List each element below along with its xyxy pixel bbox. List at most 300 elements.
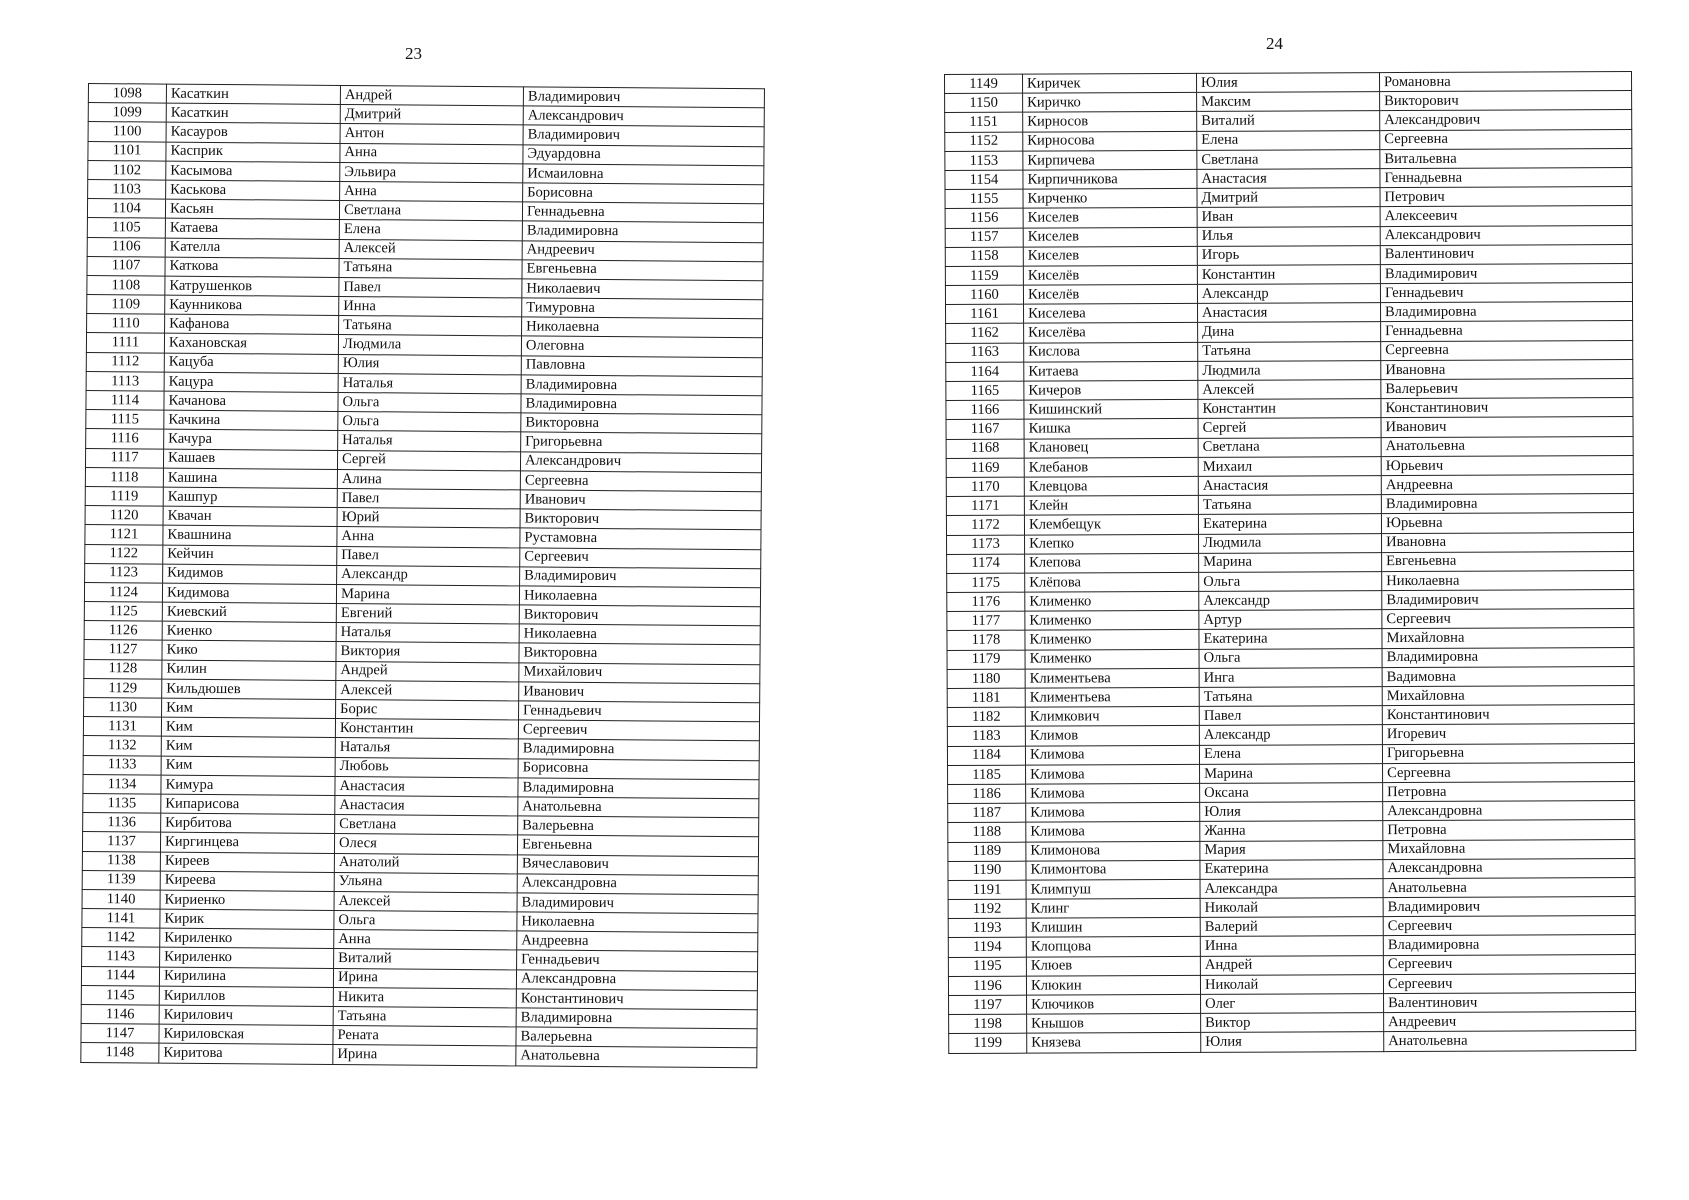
last-name-cell: Кирносова	[1023, 131, 1197, 151]
patronymic-cell: Юрьевна	[1381, 513, 1633, 533]
last-name-cell: Кирбитова	[161, 813, 335, 834]
first-name-cell: Виктор	[1201, 1013, 1384, 1033]
patronymic-cell: Владимировна	[1381, 302, 1633, 322]
row-number-cell: 1137	[82, 832, 160, 852]
patronymic-cell: Петрович	[1380, 187, 1632, 207]
last-name-cell: Киселёв	[1023, 284, 1197, 304]
last-name-cell: Климонова	[1026, 841, 1200, 861]
patronymic-cell: Николаевич	[522, 279, 763, 300]
row-number-cell: 1136	[83, 813, 161, 833]
row-number-cell: 1169	[946, 458, 1024, 478]
first-name-cell: Екатерина	[1200, 859, 1383, 879]
patronymic-cell: Сергеевич	[1383, 916, 1635, 936]
first-name-cell: Анастасия	[1197, 169, 1380, 189]
last-name-cell: Князева	[1027, 1033, 1201, 1053]
first-name-cell: Игорь	[1197, 245, 1380, 265]
first-name-cell: Борис	[336, 699, 519, 720]
row-number-cell: 1098	[88, 84, 166, 104]
first-name-cell: Анатолий	[334, 853, 517, 874]
first-name-cell: Ольга	[334, 911, 517, 932]
last-name-cell: Ким	[162, 698, 336, 719]
first-name-cell: Анастасия	[335, 776, 518, 797]
last-name-cell: Кириленко	[160, 948, 334, 969]
last-name-cell: Каунникова	[165, 295, 339, 316]
last-name-cell: Клёпова	[1025, 572, 1199, 592]
row-number-cell: 1192	[948, 899, 1026, 919]
row-number-cell: 1134	[83, 774, 161, 794]
row-number-cell: 1131	[83, 717, 161, 737]
patronymic-cell: Владимировна	[1381, 494, 1633, 514]
last-name-cell: Клановец	[1024, 438, 1198, 458]
patronymic-cell: Николаевна	[519, 586, 760, 607]
last-name-cell: Киенко	[162, 621, 336, 642]
patronymic-cell: Сергеевна	[1380, 129, 1632, 149]
last-name-cell: Киреев	[160, 852, 334, 873]
first-name-cell: Алексей	[336, 680, 519, 701]
last-name-cell: Кашпур	[163, 487, 337, 508]
first-name-cell: Павел	[1199, 706, 1382, 726]
row-number-cell: 1141	[82, 909, 160, 929]
last-name-cell: Кирносов	[1023, 112, 1197, 132]
last-name-cell: Киселев	[1023, 246, 1197, 266]
last-name-cell: Кико	[162, 641, 336, 662]
row-number-cell: 1167	[946, 420, 1024, 440]
patronymic-cell: Григорьевна	[521, 432, 762, 453]
first-name-cell: Виктория	[336, 642, 519, 663]
patronymic-cell: Евгеньевна	[522, 260, 763, 281]
row-number-cell: 1100	[88, 122, 166, 142]
row-number-cell: 1175	[947, 573, 1025, 593]
last-name-cell: Китаева	[1024, 361, 1198, 381]
row-number-cell: 1179	[947, 650, 1025, 670]
first-name-cell: Анастасия	[1198, 476, 1381, 496]
patronymic-cell: Борисовна	[523, 183, 764, 204]
patronymic-cell: Павловна	[521, 356, 762, 377]
row-number-cell: 1114	[86, 390, 164, 410]
patronymic-cell: Борисовна	[518, 758, 759, 779]
patronymic-cell: Константинович	[1382, 705, 1634, 725]
patronymic-cell: Иванович	[520, 490, 761, 511]
last-name-cell: Кацуба	[164, 353, 338, 374]
last-name-cell: Кирилович	[159, 1005, 333, 1026]
last-name-cell: Клюев	[1026, 956, 1200, 976]
patronymic-cell: Анатольевна	[518, 797, 759, 818]
first-name-cell: Сергей	[1198, 418, 1381, 438]
last-name-cell: Кирпичникова	[1023, 169, 1197, 189]
first-name-cell: Наталья	[335, 738, 518, 759]
first-name-cell: Алексей	[334, 891, 517, 912]
patronymic-cell: Сергеевна	[520, 471, 761, 492]
last-name-cell: Kателла	[165, 238, 339, 259]
first-name-cell: Эльвира	[340, 162, 523, 183]
patronymic-cell: Валерьевич	[1381, 378, 1633, 398]
row-number-cell: 1170	[946, 477, 1024, 497]
last-name-cell: Ким	[161, 756, 335, 777]
first-name-cell: Олег	[1201, 994, 1384, 1014]
patronymic-cell: Ивановна	[1381, 359, 1633, 379]
last-name-cell: Касьян	[165, 199, 339, 220]
last-name-cell: Кахановская	[164, 334, 338, 355]
first-name-cell: Жанна	[1200, 821, 1383, 841]
last-name-cell: Киевский	[162, 602, 336, 623]
row-number-cell: 1176	[947, 592, 1025, 612]
patronymic-cell: Александрович	[1380, 225, 1632, 245]
patronymic-cell: Геннадьевич	[517, 950, 758, 971]
last-name-cell: Климонтова	[1026, 860, 1200, 880]
row-number-cell: 1120	[85, 506, 163, 526]
row-number-cell: 1112	[86, 352, 164, 372]
first-name-cell: Валерий	[1200, 917, 1383, 937]
first-name-cell: Юлия	[1201, 1032, 1384, 1052]
patronymic-cell: Алексеевич	[1380, 206, 1632, 226]
patronymic-cell: Петровна	[1383, 820, 1635, 840]
first-name-cell: Светлана	[339, 201, 522, 222]
patronymic-cell: Валентинович	[1384, 992, 1636, 1012]
row-number-cell: 1133	[83, 755, 161, 775]
row-number-cell: 1105	[87, 218, 165, 238]
patronymic-cell: Константинович	[516, 989, 757, 1010]
first-name-cell: Юлия	[1200, 802, 1383, 822]
last-name-cell: Киселёв	[1023, 265, 1197, 285]
first-name-cell: Анастасия	[1198, 303, 1381, 323]
first-name-cell: Александр	[1199, 725, 1382, 745]
row-number-cell: 1143	[82, 947, 160, 967]
last-name-cell: Клебанов	[1024, 457, 1198, 477]
patronymic-cell: Александровна	[1383, 801, 1635, 821]
last-name-cell: Клименко	[1025, 630, 1199, 650]
first-name-cell: Евгений	[336, 604, 519, 625]
first-name-cell: Татьяна	[1198, 495, 1381, 515]
row-number-cell: 1198	[949, 1014, 1027, 1034]
last-name-cell: Касаткин	[166, 84, 340, 105]
last-name-cell: Кильдюшев	[162, 679, 336, 700]
patronymic-cell: Сергеевич	[1383, 973, 1635, 993]
patronymic-cell: Сергеевич	[520, 547, 761, 568]
patronymic-cell: Михайлович	[519, 663, 760, 684]
row-number-cell: 1129	[84, 678, 162, 698]
first-name-cell: Инна	[339, 297, 522, 318]
patronymic-cell: Владимирович	[517, 893, 758, 914]
first-name-cell: Артур	[1199, 610, 1382, 630]
first-name-cell: Юрий	[337, 508, 520, 529]
last-name-cell: Квачан	[163, 506, 337, 527]
row-number-cell: 1191	[948, 880, 1026, 900]
last-name-cell: Касприк	[166, 142, 340, 163]
last-name-cell: Кашаев	[163, 449, 337, 470]
first-name-cell: Александр	[1199, 591, 1382, 611]
last-name-cell: Климкович	[1025, 707, 1199, 727]
right-page-number: 24	[1266, 34, 1283, 53]
row-number-cell: 1123	[85, 563, 163, 583]
patronymic-cell: Михайловна	[1382, 628, 1634, 648]
row-number-cell: 1158	[945, 247, 1023, 267]
right-page-rows	[945, 72, 1636, 1054]
last-name-cell: Килин	[162, 660, 336, 681]
last-name-cell: Климентьева	[1025, 668, 1199, 688]
first-name-cell: Иван	[1197, 207, 1380, 227]
last-name-cell: Кичеров	[1024, 380, 1198, 400]
last-name-cell: Касауров	[166, 122, 340, 143]
last-name-cell: Кипарисова	[161, 794, 335, 815]
patronymic-cell: Геннадьевна	[522, 202, 763, 223]
left-page-table	[80, 83, 765, 1068]
row-number-cell: 1104	[87, 199, 165, 219]
first-name-cell: Елена	[339, 220, 522, 241]
row-number-cell: 1118	[85, 467, 163, 487]
patronymic-cell: Александрович	[1380, 110, 1632, 130]
first-name-cell: Юлия	[1196, 73, 1379, 93]
patronymic-cell: Викторович	[519, 605, 760, 626]
row-number-cell: 1165	[946, 381, 1024, 401]
patronymic-cell: Геннадьевич	[519, 701, 760, 722]
first-name-cell: Оксана	[1200, 783, 1383, 803]
patronymic-cell: Владимировна	[1383, 935, 1635, 955]
row-number-cell: 1194	[948, 938, 1026, 958]
row-number-cell: 1124	[84, 582, 162, 602]
first-name-cell: Алексей	[339, 239, 522, 260]
first-name-cell: Константин	[335, 719, 518, 740]
row-number-cell: 1147	[81, 1024, 159, 1044]
row-number-cell: 1125	[84, 602, 162, 622]
row-number-cell: 1161	[946, 304, 1024, 324]
last-name-cell: Кидимова	[162, 583, 336, 604]
first-name-cell: Татьяна	[333, 1006, 516, 1027]
first-name-cell: Анастасия	[335, 795, 518, 816]
patronymic-cell: Ивановна	[1382, 532, 1634, 552]
row-number-cell: 1188	[948, 822, 1026, 842]
first-name-cell: Людмила	[1198, 360, 1381, 380]
row-number-cell: 1155	[945, 189, 1023, 209]
first-name-cell: Антон	[340, 124, 523, 145]
row-number-cell: 1107	[87, 256, 165, 276]
last-name-cell: Качура	[164, 429, 338, 450]
first-name-cell: Татьяна	[1198, 341, 1381, 361]
last-name-cell: Клюкин	[1026, 975, 1200, 995]
last-name-cell: Клименко	[1025, 649, 1199, 669]
first-name-cell: Инна	[1200, 936, 1383, 956]
last-name-cell: Киселев	[1023, 208, 1197, 228]
last-name-cell: Киреева	[160, 871, 334, 892]
row-number-cell: 1099	[88, 103, 166, 123]
last-name-cell: Клопцова	[1026, 937, 1200, 957]
last-name-cell: Клименко	[1025, 591, 1199, 611]
first-name-cell: Татьяна	[339, 258, 522, 279]
first-name-cell: Дмитрий	[340, 105, 523, 126]
row-number-cell: 1149	[945, 74, 1023, 94]
patronymic-cell: Владимирович	[520, 567, 761, 588]
row-number-cell: 1180	[947, 669, 1025, 689]
first-name-cell: Ульяна	[334, 872, 517, 893]
row-number-cell: 1106	[87, 237, 165, 257]
patronymic-cell: Николаевна	[519, 624, 760, 645]
last-name-cell: Кириловская	[159, 1024, 333, 1045]
last-name-cell: Киритова	[159, 1043, 333, 1064]
patronymic-cell: Валерьевна	[518, 816, 759, 837]
first-name-cell: Татьяна	[339, 316, 522, 337]
first-name-cell: Татьяна	[1199, 687, 1382, 707]
first-name-cell: Павел	[339, 277, 522, 298]
last-name-cell: Кидимов	[163, 564, 337, 585]
patronymic-cell: Владимировна	[516, 1008, 757, 1029]
patronymic-cell: Михайловна	[1382, 685, 1634, 705]
last-name-cell: Каськова	[166, 180, 340, 201]
last-name-cell: Климова	[1026, 822, 1200, 842]
row-number-cell: 1189	[948, 842, 1026, 862]
first-name-cell: Анна	[340, 181, 523, 202]
patronymic-cell: Андреевич	[1384, 1012, 1636, 1032]
last-name-cell: Клинг	[1026, 898, 1200, 918]
patronymic-cell: Александровна	[1383, 858, 1635, 878]
last-name-cell: Кишка	[1024, 419, 1198, 439]
row-number-cell: 1128	[84, 659, 162, 679]
row-number-cell: 1190	[948, 861, 1026, 881]
patronymic-cell: Геннадьевна	[1381, 321, 1633, 341]
first-name-cell: Ольга	[1199, 648, 1382, 668]
patronymic-cell: Владимирович	[1383, 897, 1635, 917]
patronymic-cell: Рустамовна	[520, 528, 761, 549]
patronymic-cell: Александровна	[517, 874, 758, 895]
patronymic-cell: Владимировна	[1382, 647, 1634, 667]
row-number-cell: 1162	[946, 324, 1024, 344]
first-name-cell: Екатерина	[1198, 514, 1381, 534]
last-name-cell: Кислова	[1024, 342, 1198, 362]
last-name-cell: Каткова	[165, 257, 339, 278]
patronymic-cell: Владимирович	[1380, 263, 1632, 283]
patronymic-cell: Геннадьевна	[1380, 167, 1632, 187]
row-number-cell: 1130	[84, 697, 162, 717]
last-name-cell: Кишинский	[1024, 400, 1198, 420]
patronymic-cell: Владимирович	[1382, 590, 1634, 610]
first-name-cell: Дина	[1198, 322, 1381, 342]
patronymic-cell: Владимировна	[518, 778, 759, 799]
last-name-cell: Качанова	[164, 391, 338, 412]
row-number-cell: 1199	[949, 1034, 1027, 1054]
last-name-cell: Кимура	[161, 775, 335, 796]
first-name-cell: Екатерина	[1199, 629, 1382, 649]
patronymic-cell: Андреевич	[522, 240, 763, 261]
first-name-cell: Ирина	[333, 968, 516, 989]
patronymic-cell: Сергеевич	[1383, 954, 1635, 974]
last-name-cell: Климова	[1026, 764, 1200, 784]
first-name-cell: Константин	[1197, 264, 1380, 284]
row-number-cell: 1121	[85, 525, 163, 545]
first-name-cell: Виталий	[334, 949, 517, 970]
patronymic-cell: Александрович	[523, 106, 764, 127]
patronymic-cell: Викторовна	[521, 413, 762, 434]
patronymic-cell: Андреевна	[517, 931, 758, 952]
patronymic-cell: Валерьевна	[516, 1027, 757, 1048]
patronymic-cell: Анатольевна	[1381, 436, 1633, 456]
first-name-cell: Александра	[1200, 878, 1383, 898]
first-name-cell: Алексей	[1198, 380, 1381, 400]
patronymic-cell: Анатольевна	[1383, 877, 1635, 897]
last-name-cell: Кириенко	[160, 890, 334, 911]
patronymic-cell: Николаевна	[522, 317, 763, 338]
row-number-cell: 1164	[946, 362, 1024, 382]
last-name-cell: Кириленко	[160, 928, 334, 949]
patronymic-cell: Николаевна	[1382, 570, 1634, 590]
patronymic-cell: Николаевна	[517, 912, 758, 933]
last-name-cell: Клепко	[1025, 534, 1199, 554]
left-page-number: 23	[405, 44, 422, 63]
row-number-cell: 1182	[947, 707, 1025, 727]
last-name-cell: Кацура	[164, 372, 338, 393]
row-number-cell: 1160	[945, 285, 1023, 305]
row-number-cell: 1101	[88, 141, 166, 161]
last-name-cell: Климов	[1025, 726, 1199, 746]
last-name-cell: Климова	[1026, 803, 1200, 823]
patronymic-cell: Петровна	[1383, 781, 1635, 801]
row-number-cell: 1146	[81, 1004, 159, 1024]
first-name-cell: Дмитрий	[1197, 188, 1380, 208]
first-name-cell: Максим	[1197, 92, 1380, 112]
last-name-cell: Клейн	[1024, 496, 1198, 516]
last-name-cell: Клишин	[1026, 918, 1200, 938]
row-number-cell: 1172	[946, 515, 1024, 535]
right-page-table	[944, 71, 1636, 1054]
first-name-cell: Ольга	[1199, 571, 1382, 591]
first-name-cell: Ольга	[338, 392, 521, 413]
first-name-cell: Инга	[1199, 667, 1382, 687]
table-row	[949, 1031, 1636, 1053]
patronymic-cell: Александровна	[516, 970, 757, 991]
row-number-cell: 1119	[85, 486, 163, 506]
row-number-cell: 1157	[945, 228, 1023, 248]
last-name-cell: Киричко	[1023, 93, 1197, 113]
last-name-cell: Ключиков	[1027, 994, 1201, 1014]
last-name-cell: Кирик	[160, 909, 334, 930]
last-name-cell: Квашнина	[163, 525, 337, 546]
row-number-cell: 1152	[945, 132, 1023, 152]
first-name-cell: Константин	[1198, 399, 1381, 419]
last-name-cell: Клембещук	[1024, 515, 1198, 535]
last-name-cell: Клепова	[1025, 553, 1199, 573]
last-name-cell: Киселев	[1023, 227, 1197, 247]
last-name-cell: Катрушенков	[165, 276, 339, 297]
last-name-cell: Качкина	[164, 410, 338, 431]
last-name-cell: Клевцова	[1024, 476, 1198, 496]
row-number-cell: 1197	[949, 995, 1027, 1015]
first-name-cell: Светлана	[1198, 437, 1381, 457]
row-number-cell: 1135	[83, 793, 161, 813]
patronymic-cell: Вячеславович	[517, 854, 758, 875]
first-name-cell: Андрей	[1200, 955, 1383, 975]
row-number-cell: 1185	[948, 765, 1026, 785]
row-number-cell: 1138	[82, 851, 160, 871]
row-number-cell: 1183	[947, 727, 1025, 747]
first-name-cell: Илья	[1197, 226, 1380, 246]
patronymic-cell: Викторовна	[519, 643, 760, 664]
patronymic-cell: Владимирович	[523, 87, 764, 108]
first-name-cell: Юлия	[338, 354, 521, 375]
last-name-cell: Киселёва	[1024, 323, 1198, 343]
last-name-cell: Киричек	[1023, 73, 1197, 93]
left-page-rows	[81, 84, 765, 1068]
row-number-cell: 1132	[83, 736, 161, 756]
first-name-cell: Людмила	[338, 335, 521, 356]
patronymic-cell: Константинович	[1381, 398, 1633, 418]
last-name-cell: Киселева	[1024, 304, 1198, 324]
patronymic-cell: Сергеевич	[1382, 609, 1634, 629]
last-name-cell: Кирилина	[159, 967, 333, 988]
patronymic-cell: Сергеевна	[1383, 762, 1635, 782]
row-number-cell: 1174	[947, 554, 1025, 574]
first-name-cell: Андрей	[336, 661, 519, 682]
first-name-cell: Никита	[333, 987, 516, 1008]
last-name-cell: Климова	[1026, 783, 1200, 803]
row-number-cell: 1113	[86, 371, 164, 391]
row-number-cell: 1144	[81, 966, 159, 986]
